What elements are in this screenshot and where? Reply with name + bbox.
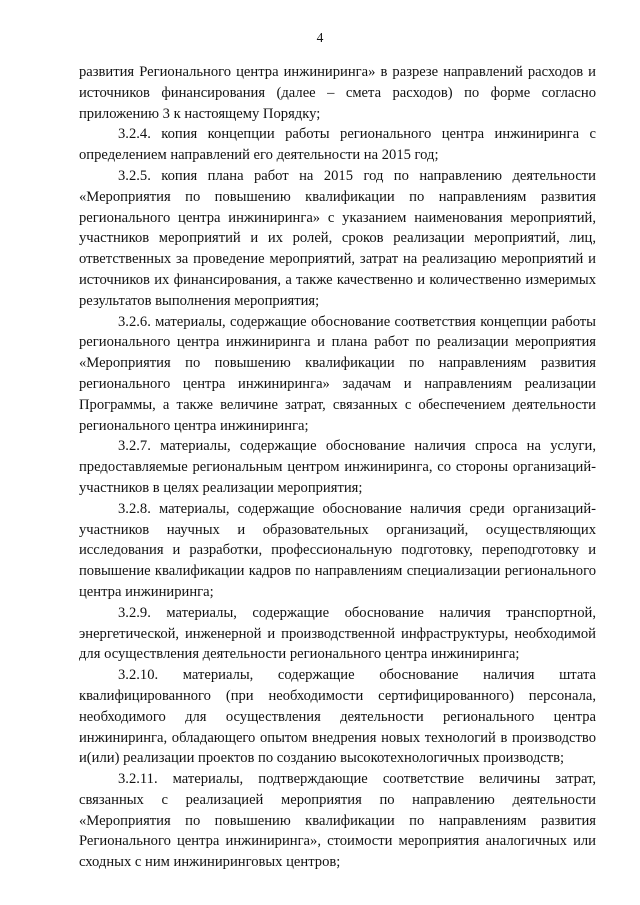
paragraph-3-2-5: 3.2.5. копия плана работ на 2015 год по направлению деятельности «Мероприятия по повышению квалификации по направлениям развития регионального центра инжиниринга» с указанием наименования мероприятий, участников мероприятий и их ролей, сроков реализации мероприятий, лиц, ответственных за проведение мероприятий, затрат на реализацию мероприятий и источников их финансирования, а также качественно и количественно измеримых результатов выполнения мероприятия; xyxy=(79,167,596,309)
paragraph-3-2-7: 3.2.7. материалы, содержащие обоснование наличия спроса на услуги, предоставляемые региональным центром инжиниринга, со стороны организаций-участников в целях реализации мероприятия; xyxy=(79,438,596,496)
document-body xyxy=(79,62,596,873)
paragraph-continuation: развития Регионального центра инжиниринга» в разрезе направлений расходов и источников финансирования (далее – смета расходов) по форме согласно приложению 3 к настоящему Порядку; xyxy=(79,64,596,122)
paragraph-3-2-8: 3.2.8. материалы, содержащие обоснование наличия среди организаций-участников научных и образовательных организаций, осуществляющих исследования и разработки, профессиональную подготовку, переподготовку и повышение квалификации кадров по направлениям специализации регионального центра инжиниринга; xyxy=(79,500,596,600)
paragraph-3-2-9: 3.2.9. материалы, содержащие обоснование наличия транспортной, энергетической, инженерной и производственной инфраструктуры, необходимой для осуществления деятельности регионального центра инжиниринга; xyxy=(79,604,596,663)
paragraph-3-2-11: 3.2.11. материалы, подтверждающие соответствие величины затрат, связанных с реализацией мероприятия по направлению деятельности «Мероприятия по повышению квалификации по направлениям развития Регионального центра инжиниринга», стоимости мероприятия аналогичных или сходных с ним инжиниринговых центров; xyxy=(79,771,596,871)
paragraph-3-2-10: 3.2.10. материалы, содержащие обоснование наличия штата квалифицированного (при необходимости сертифицированного) персонала, необходимого для осуществления деятельности регионального центра инжиниринга, обладающего опытом внедрения новых технологий в производство и(или) реализации проектов по созданию высокотехнологичных производств; xyxy=(79,667,596,767)
paragraph-3-2-6: 3.2.6. материалы, содержащие обоснование соответствия концепции работы регионального центра инжиниринга и плана работ по реализации мероприятия «Мероприятия по повышению квалификации по направлениям развития регионального центра инжиниринга» задачам и направлениям реализации Программы, а также величине затрат, связанных с обеспечением деятельности регионального центра инжиниринга; xyxy=(79,313,596,434)
paragraph-3-2-4: 3.2.4. копия концепции работы регионального центра инжиниринга с определением направлений его деятельности на 2015 год; xyxy=(79,126,596,164)
page-number: 4 xyxy=(316,30,324,45)
